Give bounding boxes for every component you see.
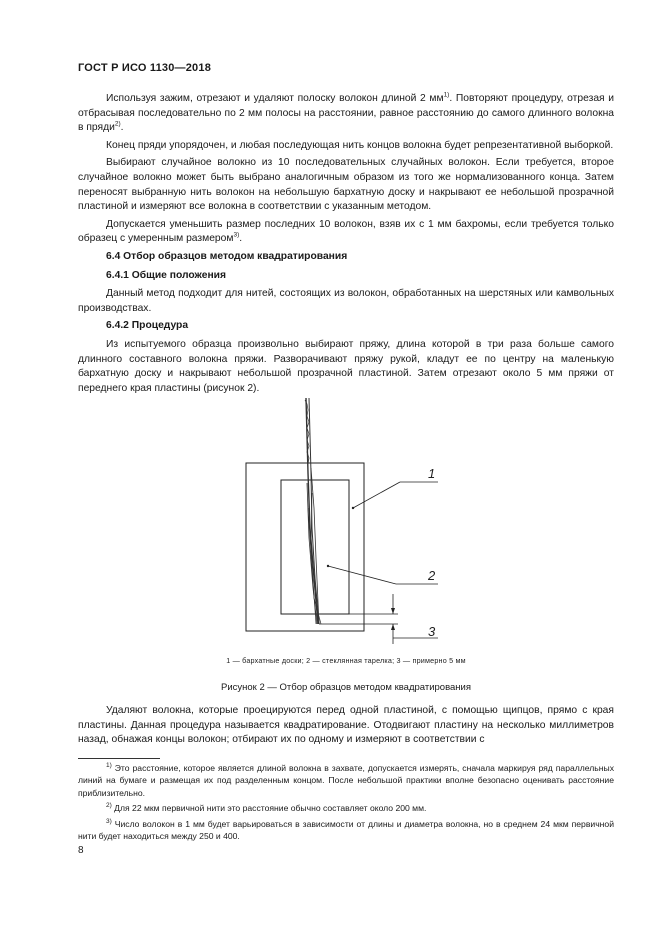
page-number: 8 (78, 845, 84, 856)
callout-2: 2 (428, 568, 436, 583)
paragraph: Используя зажим, отрезают и удаляют полоску волокон длиной 2 $мм^{1)}$. Повторяют процедуру, отрезая и отбрасывая последовательно по 2 мм полосы на расстоянии, равное расстоянию до самого длинного волокна в пряди$^{2)}$. (78, 91, 615, 134)
leader-line-2 (328, 566, 396, 584)
footnote-1: $^{1)}$ Это расстояние, которое является длиной волокна в захвате, допускается измерять, сначала маркируя ряд параллельных линий на бумаге и размещая их под разделенным концом. После небольшой практики вполне безопасно оценивать расстояние приблизительно. (78, 762, 614, 798)
subsection-heading: 6.4.2 Процедура (106, 320, 189, 332)
paragraph: Выбирают случайное волокно из 10 последовательных случайных волокон. Если требуется, второе случайное волокно может быть выбрано аналогичным образом из того же нормализованного конца. Затем переносят выбранную нить волокон на небольшую бархатную доску и накрывают ее небольшой прозрачной пластиной и измеряют все волокна в соответствии с указанным методом. (78, 157, 614, 213)
squaring-diagram (78, 398, 614, 648)
figure-legend: 1 — бархатные доски; 2 — стеклянная тарелка; 3 — примерно 5 мм (226, 656, 466, 665)
main-text (78, 92, 614, 396)
subsection-heading: 6.4.1 Общие положения (106, 269, 226, 281)
footnote-3: $^{3)}$ Число волокон в 1 мм будет варьироваться в зависимости от длины и диаметра волокна, но в среднем 24 мкм первичной нити будет находиться между 250 и 400. (78, 817, 614, 842)
section-heading: 6.4 Отбор образцов методом квадратирования (106, 250, 348, 262)
footnote-separator (78, 758, 160, 759)
figure-2 (78, 398, 614, 698)
paragraph: Данный метод подходит для нитей, состоящих из волокон, обработанных на шерстяных или камвольных производствах. (78, 288, 614, 314)
continuation-text (78, 704, 614, 748)
paragraph: Допускается уменьшить размер последних 10 волокон, взяв их с 1 мм бахромы, если требуется только образец с умеренным размером$^{3)}$. (78, 218, 614, 245)
yarn-strand (305, 398, 321, 624)
paragraph: Удаляют волокна, которые проецируются перед одной пластиной, с помощью щипцов, прямо с края пластины. Данная процедура называется квадратирование. Отодвигают пластину на несколько миллиметров назад, обнажая концы волокон; отбирают их по одному и измеряют в соответствии с (78, 705, 614, 746)
callout-1: 1 (428, 466, 436, 481)
footnote-ref: 3) (233, 231, 240, 239)
footnote-2: $^{2)}$ Для 22 мкм первичной нити это расстояние обычно составляет около 200 мм. (106, 802, 427, 814)
footnote-ref: 2) (114, 120, 121, 128)
velvet-board (246, 463, 364, 631)
footnote-ref: 1) (443, 91, 450, 99)
paragraph: Конец пряди упорядочен, и любая последующая нить концов волокна будет репрезентативной выборкой. (106, 139, 614, 151)
document-header: ГОСТ Р ИСО 1130—2018 (78, 62, 212, 74)
leader-line-1 (353, 482, 400, 508)
footnotes (78, 762, 614, 845)
callout-3: 3 (428, 624, 436, 639)
figure-caption: Рисунок 2 — Отбор образцов методом квадратирования (220, 682, 471, 693)
paragraph: Из испытуемого образца произвольно выбирают пряжу, длина которой в три раза больше самого длинного составного волокна пряжи. Разворачивают пряжу рукой, кладут ее по центру на маленькую бархатную доску и накрывают небольшой прозрачной пластиной. Затем отрезают около 5 мм пряжи от переднего края пластины (рисунок 2). (78, 338, 614, 394)
